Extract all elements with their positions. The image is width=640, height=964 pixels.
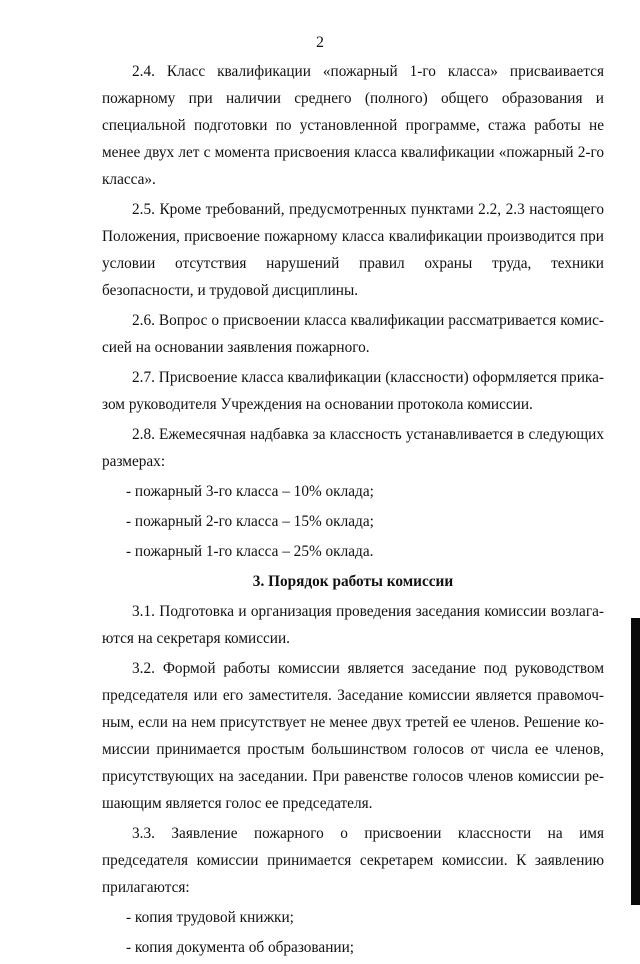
paragraph-2-5: 2.5. Кроме требований, предусмотренных пунктами 2.2, 2.3 настоящего Положения, присвоение пожарному класса квалификации производится при условии отсутствия нарушений правил охраны труда, техники безопасности, и трудовой дисциплины.: [102, 201, 604, 299]
page-number: 2: [316, 34, 324, 51]
list-item-employment-record-copy: - копия трудовой книжки;: [126, 909, 294, 926]
paragraph-2-4: 2.4. Класс квалификации «пожарный 1-го класса» присваивается пожарному при наличии среднего (полного) общего образования и специальной подготовки по установленной программе, стажа работы не менее двух лет с момента присвоения класса квалификации «пожарный 2-го класса».: [102, 63, 604, 188]
paragraph-3-1: 3.1. Подготовка и организация проведения заседания комиссии возлагаются на секретаря комиссии.: [102, 603, 604, 647]
list-item-class-2: - пожарный 2-го класса – 15% оклада;: [126, 513, 374, 530]
paragraph-2-7: 2.7. Присвоение класса квалификации (классности) оформляется приказом руководителя Учреждения на основании протокола комиссии.: [102, 369, 604, 413]
paragraph-3-2: 3.2. Формой работы комиссии является заседание под руководством председателя или его заместителя. Заседание комиссии является правомочным, если на нем присутствует не менее двух третей ее членов. Решение комиссии принимается простым большинством голосов от числа ее членов, присутствующих на заседании. При равенстве голосов членов комиссии решающим является голос ее председателя.: [102, 660, 604, 812]
section-heading: 3. Порядок работы комиссии: [252, 573, 454, 590]
paragraph-2-8: 2.8. Ежемесячная надбавка за классность устанавливается в следующих размерах:: [102, 426, 604, 470]
paragraph-2-6: 2.6. Вопрос о присвоении класса квалификации рассматривается комиссией на основании заявления пожарного.: [102, 312, 604, 356]
list-item-education-document-copy: - копия документа об образовании;: [126, 939, 355, 956]
paragraph-3-3: 3.3. Заявление пожарного о присвоении классности на имя председателя комиссии принимается секретарем комиссии. К заявлению прилагаются:: [102, 825, 604, 896]
document-body: [102, 58, 604, 964]
list-item-class-1: - пожарный 1-го класса – 25% оклада.: [126, 543, 374, 560]
scan-edge-shadow: [631, 618, 640, 905]
list-item-class-3: - пожарный 3-го класса – 10% оклада;: [126, 483, 374, 500]
